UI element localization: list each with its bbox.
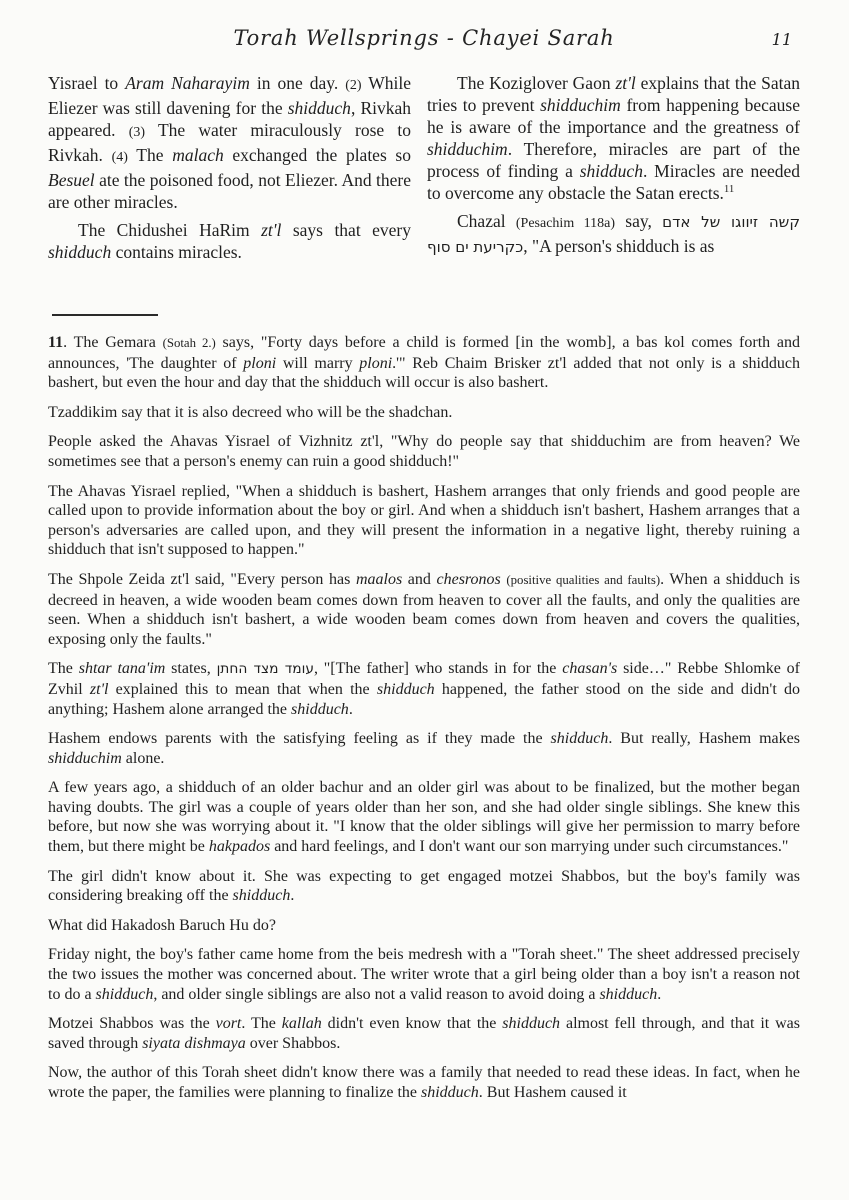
paragraph: The Shpole Zeida zt'l said, "Every person has maalos and chesronos (positive qualities and faults). When a shidduch is decreed in heaven, a wide wooden beam comes down from heaven to cover all the faults, and only the qualities are seen. When a shidduch isn't bashert, a wide wooden beam comes down from heaven and covers the qualities, exposing only the faults." <box>48 570 800 648</box>
paragraph: The Chidushei HaRim zt'l says that every shidduch contains miracles. <box>48 220 411 262</box>
page-header <box>48 26 800 56</box>
paragraph: 11. The Gemara (Sotah 2.) says, "Forty days before a child is formed [in the womb], a bas kol comes forth and announces, 'The daughter of ploni will marry ploni.'" Reb Chaim Brisker zt'l added that not only is a shidduch bashert, but even the hour and day that the shidduch will occur is also bashert. <box>48 334 801 392</box>
main-text-right-column <box>427 72 800 263</box>
source-citation: (Sotah 2.) <box>162 336 216 350</box>
source-citation: (Pesachim 118a) <box>515 216 615 231</box>
main-text-left-column <box>48 72 411 263</box>
paragraph: Friday night, the boy's father came home from the beis medresh with a "Torah sheet." The sheet addressed precisely the two issues the mother was concerned about. The writer wrote that a girl being older than a boy isn't a reason not to do a shidduch, and older single siblings are also not a valid reason to avoid doing a shidduch. <box>48 946 800 1003</box>
paragraph: Yisrael to Aram Naharayim in one day. (2) While Eliezer was still davening for the shidduch, Rivkah appeared. (3) The water miraculously rose to Rivkah. (4) The malach exchanged the plates so Besuel ate the poisoned food, not Eliezer. And there are other miracles. <box>48 73 411 212</box>
paragraph: What did Hakadosh Baruch Hu do? <box>48 916 276 934</box>
source-citation: (2) <box>345 78 362 93</box>
paragraph: The Ahavas Yisrael replied, "When a shidduch is bashert, Hashem arranges that only friends and good people are called upon to provide information about the boy or girl. And when a shidduch isn't bashert, Hashem arranges that a person's adversaries are called upon, and they will present the information in a negative light, thereby ruining a shidduch that isn't supposed to happen." <box>48 482 800 559</box>
page-number: 11 <box>771 30 792 49</box>
paragraph: The girl didn't know about it. She was expecting to get engaged motzei Shabbos, but the boy's family was considering breaking off the shidduch. <box>48 867 800 905</box>
source-citation: (4) <box>111 150 128 165</box>
paragraph: Chazal (Pesachim 118a) say, קשה זיווגו של אדם כקריעת ים סוף, "A person's shidduch is as <box>427 211 800 256</box>
paragraph: The Koziglover Gaon zt'l explains that the Satan tries to prevent shidduchim from happening because he is aware of the importance and the greatness of shidduchim. Therefore, miracles are part of the process of finding a shidduch. Miracles are needed to overcome any obstacle the Satan erects.$^{11}$ <box>427 73 800 203</box>
source-citation: (3) <box>128 125 146 140</box>
source-citation: (positive qualities and faults) <box>506 572 661 587</box>
footnote-section <box>48 333 800 1103</box>
paragraph: The shtar tana'im states, עומד מצד החתן, "[The father] who stands in for the chasan's side…" Rebbe Shlomke of Zvhil zt'l explained this to mean that when the shidduch happened, the father stood on the side and didn't do anything; Hashem alone arranged the shidduch. <box>48 660 800 718</box>
footnote-divider <box>52 314 158 316</box>
paragraph: Hashem endows parents with the satisfying feeling as if they made the shidduch. But really, Hashem makes shidduchim alone. <box>48 730 800 767</box>
main-text-area <box>48 72 800 263</box>
hebrew-text: קשה זיווגו של אדם כקריעת ים סוף <box>427 213 800 256</box>
paragraph: Now, the author of this Torah sheet didn't know there was a family that needed to read these ideas. In fact, when he wrote the paper, the families were planning to finalize the shidduch. But Hashem caused it <box>48 1064 800 1101</box>
paragraph: A few years ago, a shidduch of an older bachur and an older girl was about to be finalized, but the mother began having doubts. The girl was a couple of years older than her son, and she had older single siblings. She knew this before, but now she was worrying about it. "I know that the older siblings will give her permission to marry before them, but there might be hakpados and hard feelings, and I don't want our son marrying under such circumstances." <box>48 779 800 856</box>
footnote-reference: 11 <box>723 183 735 196</box>
page-header-title: Torah Wellsprings - Chayei Sarah <box>233 26 615 50</box>
paragraph: Motzei Shabbos was the vort. The kallah didn't even know that the shidduch almost fell through, and that it was saved through siyata dishmaya over Shabbos. <box>48 1015 801 1052</box>
hebrew-text: עומד מצד החתן <box>216 661 314 678</box>
paragraph: Tzaddikim say that it is also decreed who will be the shadchan. <box>48 403 453 421</box>
paragraph: People asked the Ahavas Yisrael of Vizhnitz zt'l, "Why do people say that shidduchim are from heaven? We sometimes see that a person's enemy can ruin a good shidduch!" <box>48 433 800 470</box>
